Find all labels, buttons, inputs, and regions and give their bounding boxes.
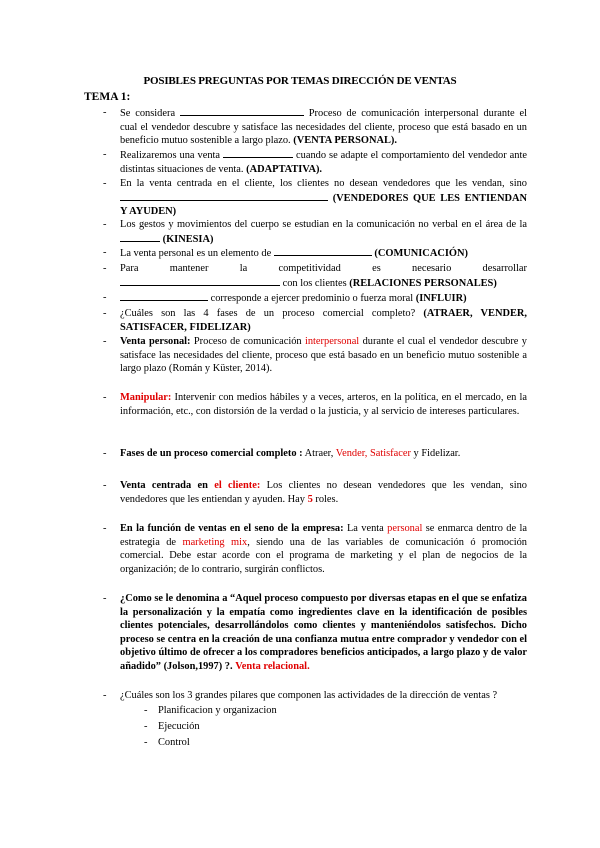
list-item: - Se considera Proceso de comunicación interpersonal durante el cual el vendedor descubre y satisface las necesidades del cliente, proceso que está basado en un beneficio mutuo sostenible a largo plazo. (VENTA PERSONAL).: [103, 107, 527, 147]
list-item: - Venta centrada en el cliente: Los clientes no desean vendedores que les vendan, sino vendedores que les entiendan y ayuden. Hay 5 roles.: [103, 480, 527, 505]
bullet-dash: -: [103, 149, 107, 160]
bullet-dash: -: [103, 392, 107, 403]
list-item: - corresponde a ejercer predominio o fuerza moral (INFLUIR): [103, 292, 467, 304]
section-heading: TEMA 1:: [84, 91, 131, 103]
bullet-dash: -: [103, 178, 107, 189]
list-item: - Los gestos y movimientos del cuerpo se estudian en la comunicación no verbal en el área de la (KINESIA): [103, 219, 527, 245]
bullet-dash: -: [144, 721, 148, 732]
bullet-dash: -: [103, 292, 107, 303]
answer-blank: [120, 191, 328, 201]
sub-list-item: - Ejecución: [144, 721, 200, 732]
list-item: - Manipular: Intervenir con medios hábiles y a veces, arteros, en la política, en el mercado, en la información, etc., con distorsión de la verdad o la justicia, y al servicio de intereses particulares.: [103, 392, 527, 417]
list-item: - En la función de ventas en el seno de la empresa: La venta personal se enmarca dentro de la estrategia de marketing mix, siendo una de las variables de comunicación ó promoción comercial. Debe estar acorde con el programa de marketing y el plan de negocios de la organización; de lo contrario, surgirán conflictos.: [103, 523, 527, 575]
bullet-dash: -: [103, 219, 107, 230]
answer-blank: [274, 246, 372, 256]
bullet-dash: -: [103, 593, 107, 604]
list-item: - En la venta centrada en el cliente, los clientes no desean vendedores que les vendan, sino (VENDEDORES QUE LES ENTIENDAN Y AYUDEN): [103, 178, 527, 218]
sub-list-item: - Planificacion y organizacion: [144, 705, 277, 716]
bullet-dash: -: [103, 308, 107, 319]
bullet-dash: -: [103, 523, 107, 534]
sub-list-item: - Control: [144, 737, 190, 748]
bullet-dash: -: [144, 705, 148, 716]
list-item: - Fases de un proceso comercial completo : Atraer, Vender, Satisfacer y Fidelizar.: [103, 448, 461, 459]
bullet-dash: -: [103, 690, 107, 701]
page-title: POSIBLES PREGUNTAS POR TEMAS DIRECCIÓN DE VENTAS: [143, 75, 457, 87]
bullet-dash: -: [103, 336, 107, 347]
answer-blank: [180, 106, 304, 116]
list-item: - Realizaremos una venta cuando se adapte el comportamiento del vendedor ante distintas situaciones de venta. (ADAPTATIVA).: [103, 149, 527, 175]
bullet-dash: -: [103, 107, 107, 118]
list-item: - ¿Cuáles son las 4 fases de un proceso comercial completo? (ATRAER, VENDER, SATISFACER, FIDELIZAR): [103, 308, 528, 333]
list-item: - ¿Cuáles son los 3 grandes pilares que componen las actividades de la dirección de ventas ?: [103, 690, 498, 701]
answer-blank: [120, 291, 208, 301]
bullet-dash: -: [103, 263, 107, 274]
bullet-dash: -: [103, 480, 107, 491]
list-item: - La venta personal es un elemento de (COMUNICACIÓN): [103, 247, 468, 259]
answer-blank: [223, 148, 293, 158]
bullet-dash: -: [103, 247, 107, 258]
list-item: - Venta personal: Proceso de comunicación interpersonal durante el cual el vendedor descubre y satisface las necesidades del cliente, proceso que está basado en un beneficio mutuo sostenible a largo plazo (Román y Küster, 2014).: [103, 336, 527, 375]
answer-blank: [120, 232, 160, 242]
list-item: - ¿Como se le denomina a “Aquel proceso compuesto por diversas etapas en el que se enfatiza la personalización y la empatía como ingredientes clave en la identificación de posibles clientes potenciales, desarrollándolos como clientes y manteniéndolos satisfechos. Dicho proceso se centra en la creación de una confianza mutua entre comprador y vendedor con el objetivo último de ofrecer a los compradores beneficios anticipados, a largo plazo y de valor añadido” (Jolson,1997) ?. Venta relacional.: [103, 593, 527, 672]
bullet-dash: -: [144, 737, 148, 748]
bullet-dash: -: [103, 448, 107, 459]
answer-blank: [120, 276, 280, 286]
list-item: - Para mantener la competitividad es necesario desarrollar con los clientes (RELACIONES PERSONALES): [103, 263, 527, 289]
